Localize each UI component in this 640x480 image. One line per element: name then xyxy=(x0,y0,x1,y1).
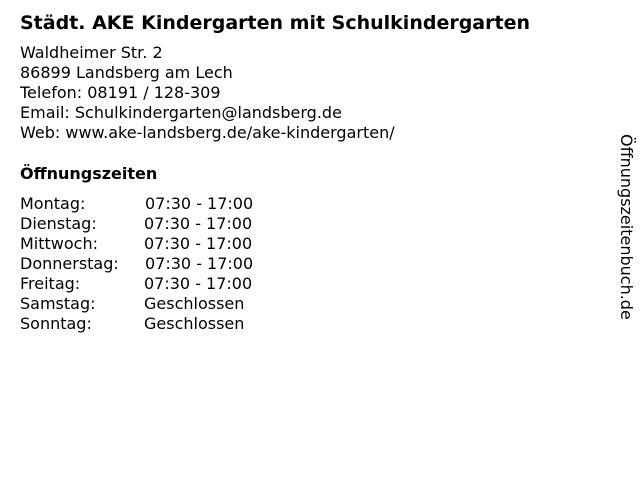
time-value: Geschlossen xyxy=(144,314,245,333)
city-address: 86899 Landsberg am Lech xyxy=(20,63,233,82)
day-label: Sonntag: xyxy=(20,314,92,333)
day-label: Mittwoch: xyxy=(20,234,98,253)
phone-number: Telefon: 08191 / 128-309 xyxy=(20,83,221,102)
day-label: Dienstag: xyxy=(20,214,97,233)
time-value: 07:30 - 17:00 xyxy=(145,254,254,273)
time-value: 07:30 - 17:00 xyxy=(144,234,253,253)
site-watermark-label: Öffnungszeitenbuch.de xyxy=(617,134,636,320)
day-label: Freitag: xyxy=(20,274,81,293)
time-value: Geschlossen xyxy=(144,294,245,313)
address-block xyxy=(20,43,395,143)
time-value: 07:30 - 17:00 xyxy=(144,214,253,233)
time-value: 07:30 - 17:00 xyxy=(145,194,254,213)
time-value: 07:30 - 17:00 xyxy=(144,274,253,293)
day-label: Montag: xyxy=(20,194,86,213)
street-address: Waldheimer Str. 2 xyxy=(20,43,163,62)
website-address: Web: www.ake-landsberg.de/ake-kindergarten/ xyxy=(20,123,395,142)
page-title: Städt. AKE Kindergarten mit Schulkindergarten xyxy=(20,12,530,34)
day-label: Samstag: xyxy=(20,294,96,313)
email-address: Email: Schulkindergarten@landsberg.de xyxy=(20,103,342,122)
day-label: Donnerstag: xyxy=(20,254,119,273)
opening-hours-heading: Öffnungszeiten xyxy=(20,164,158,183)
